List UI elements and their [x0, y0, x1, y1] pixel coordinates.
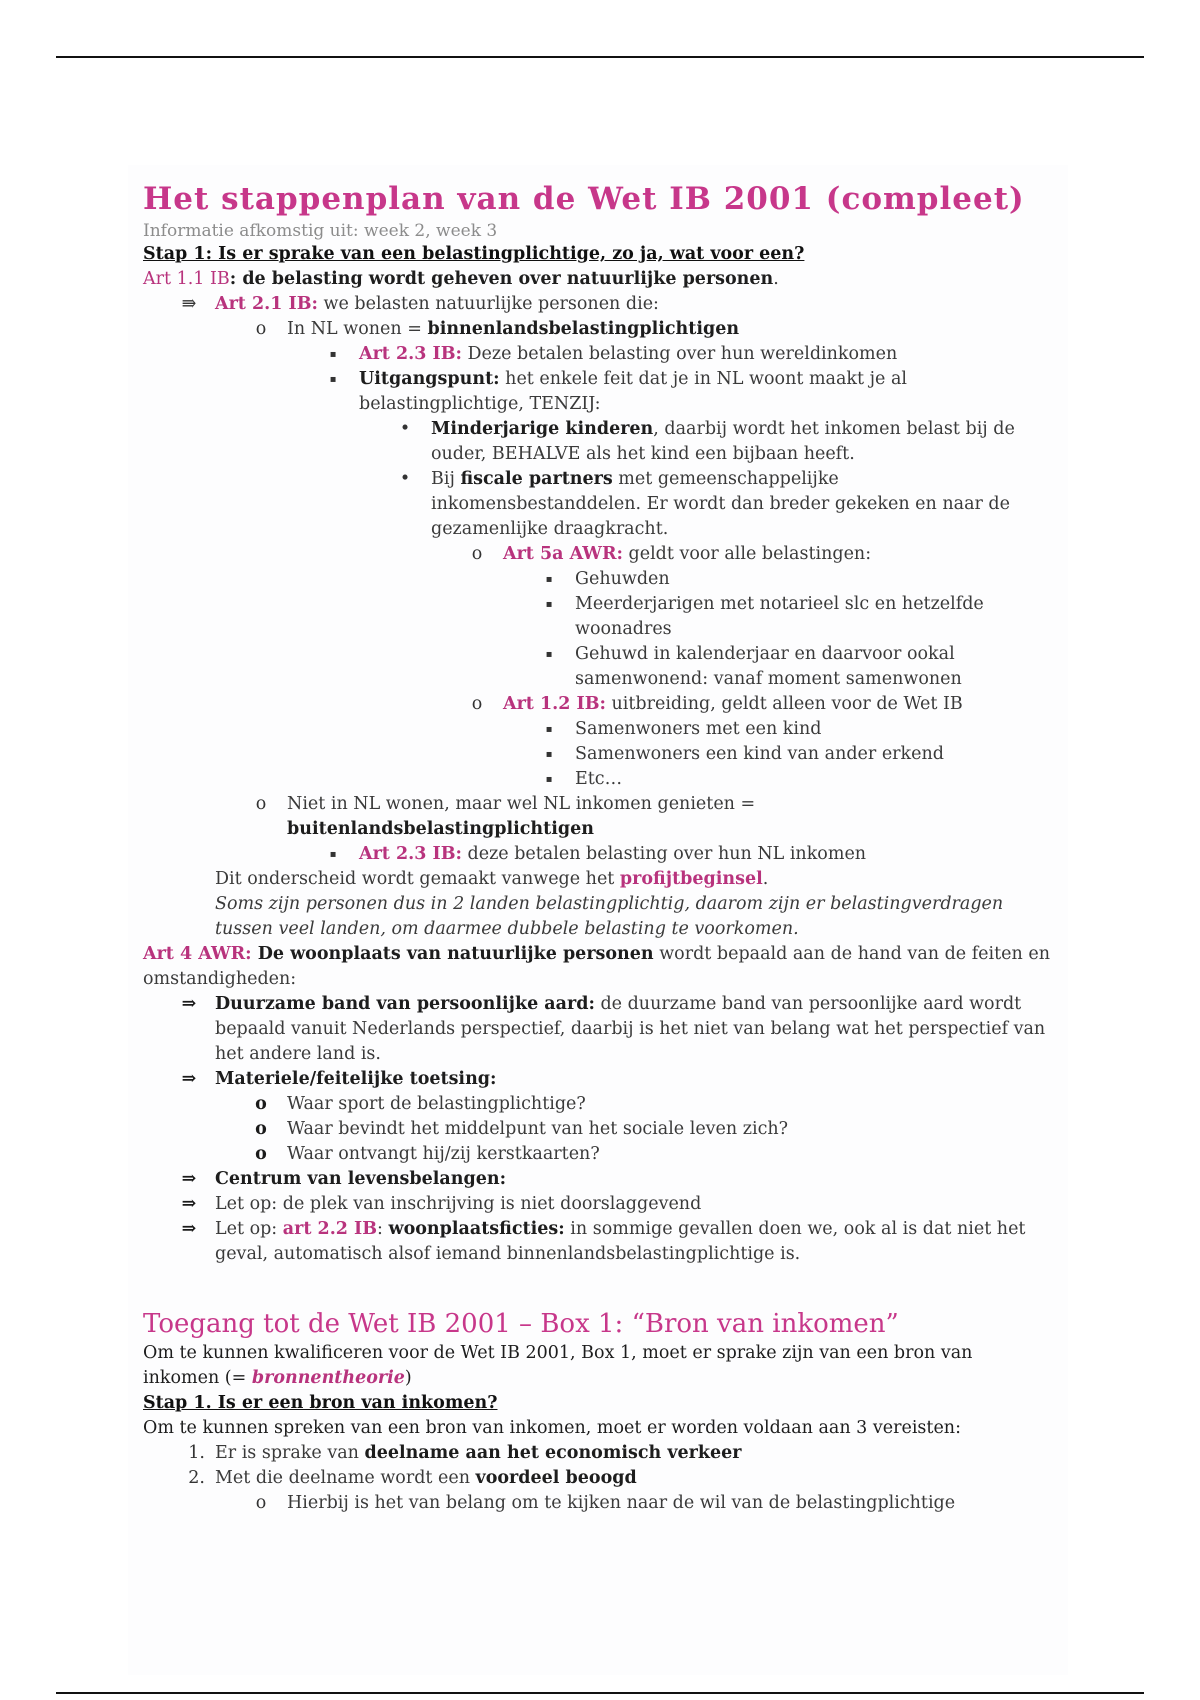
- item-bold: woonplaatsficties:: [388, 1219, 565, 1239]
- list-item-niet-nl: [143, 792, 1053, 842]
- box1-intro: [143, 1341, 1053, 1391]
- arrow-bullet-icon: ⇒: [181, 1069, 197, 1089]
- square-bullet-icon: ▪: [545, 649, 553, 660]
- item-text: Dit onderscheid wordt gemaakt vanwege het: [215, 869, 620, 889]
- article-ref: Art 1.2 IB:: [503, 694, 606, 714]
- square-bullet-icon: ▪: [545, 724, 553, 735]
- list-item-gehuwden: [143, 567, 1053, 592]
- article-ref: Art 5a AWR:: [503, 544, 623, 564]
- item-text: Niet in NL wonen, maar wel NL inkomen genieten =: [287, 794, 756, 814]
- section-heading: Toegang tot de Wet IB 2001 – Box 1: “Bron van inkomen”: [143, 1309, 899, 1339]
- item-text: Etc…: [575, 769, 623, 789]
- top-rule: [56, 56, 1144, 58]
- square-bullet-icon: ▪: [545, 774, 553, 785]
- list-item-samenwoners-kind: [143, 717, 1053, 742]
- article-ref: Art 4 AWR:: [143, 944, 252, 964]
- item-text: Met die deelname wordt een: [215, 1468, 476, 1488]
- dot-bullet-icon: •: [399, 419, 411, 439]
- belastingverdragen-note: Soms zijn personen dus in 2 landen belastingplichtig, daarom zijn er belastingverdragen tussen veel landen, om daarmee dubbele belasting te voorkomen.: [215, 894, 1004, 939]
- arrow-bullet-icon: ⇒: [181, 1194, 197, 1214]
- item-text: Om te kunnen kwalificeren voor de Wet IB 2001, Box 1, moet er sprake zijn van een bron van inkomen (=: [143, 1343, 973, 1388]
- article-text: wordt bepaald aan de hand van de feiten en omstandigheden:: [143, 944, 1050, 989]
- list-item-let-op-inschrijving: [143, 1192, 1053, 1217]
- item-bold: deelname aan het economisch verkeer: [364, 1443, 742, 1463]
- item-text: Let op:: [215, 1219, 283, 1239]
- list-item-kerstkaarten: [143, 1142, 1053, 1167]
- item-bold: Materiele/feitelijke toetsing:: [215, 1069, 497, 1089]
- list-item-centrum: [143, 1167, 1053, 1192]
- item-text: Waar bevindt het middelpunt van het sociale leven zich?: [287, 1119, 789, 1139]
- punct: ): [404, 1368, 412, 1388]
- list-item-fiscale-partners: [143, 467, 1053, 542]
- circle-bullet-icon: o: [255, 1119, 267, 1139]
- page-subtitle: Informatie afkomstig uit: week 2, week 3: [143, 221, 498, 241]
- article-ref: art 2.2 IB: [282, 1219, 378, 1239]
- article-ref: Art 2.3 IB:: [359, 344, 462, 364]
- profijtbeginsel-line: [143, 867, 1053, 892]
- circle-bullet-icon: o: [255, 1094, 267, 1114]
- list-item-minderjarig: [143, 417, 1053, 467]
- document-body: [143, 180, 1053, 1516]
- item-text: Let op: de plek van inschrijving is niet doorslaggevend: [215, 1194, 702, 1214]
- vereisten-intro: Om te kunnen spreken van een bron van inkomen, moet er worden voldaan aan 3 vereisten:: [143, 1418, 961, 1438]
- article-text: uitbreiding, geldt alleen voor de Wet IB: [605, 694, 963, 714]
- item-text: Gehuwd in kalenderjaar en daarvoor ookal samenwonend: vanaf moment samenwonen: [575, 644, 962, 689]
- list-item-nl: [143, 317, 1053, 342]
- item-text: de duurzame band van persoonlijke aard wordt bepaald vanuit Nederlands perspectief, daarbij is het niet van belang wat het perspectief van het andere land is.: [215, 994, 1046, 1064]
- list-item-materiele-toetsing: [143, 1067, 1053, 1092]
- article-text: : de belasting wordt geheven over natuurlijke personen: [229, 269, 774, 289]
- numbered-item-1: [143, 1441, 1053, 1466]
- list-item-let-op-woonplaatsficties: [143, 1217, 1053, 1267]
- list-item-middelpunt: [143, 1117, 1053, 1142]
- item-text: het enkele feit dat je in NL woont maakt je al belastingplichtige, TENZIJ:: [359, 369, 907, 414]
- art-1-1: [143, 267, 1053, 292]
- step-heading: Stap 1: Is er sprake van een belastingplichtige, zo ja, wat voor een?: [143, 244, 805, 264]
- circle-bullet-icon: o: [471, 694, 483, 714]
- punct: .: [762, 869, 769, 889]
- arrow-bullet-icon: ⇒: [181, 1219, 197, 1239]
- circle-bullet-icon: o: [255, 794, 267, 814]
- list-item-art-2-3: [143, 342, 1053, 367]
- square-bullet-icon: ▪: [329, 349, 337, 360]
- list-number: 1.: [188, 1443, 205, 1463]
- numbered-item-2: [143, 1466, 1053, 1491]
- list-item-wil: [143, 1491, 1053, 1516]
- item-bold: binnenlandsbelastingplichtigen: [427, 319, 740, 339]
- article-ref: Art 1.1 IB: [143, 269, 230, 289]
- square-bullet-icon: ▪: [545, 749, 553, 760]
- circle-bullet-icon: o: [255, 319, 267, 339]
- list-item-art-1-2: [143, 692, 1053, 717]
- article-ref: Art 2.1 IB:: [215, 294, 318, 314]
- list-item-art-5a: [143, 542, 1053, 567]
- item-bold: Centrum van levensbelangen:: [215, 1169, 507, 1189]
- item-bold: buitenlandsbelastingplichtigen: [287, 819, 594, 839]
- circle-bullet-icon: o: [255, 1144, 267, 1164]
- article-text: Deze betalen belasting over hun wereldinkomen: [461, 344, 898, 364]
- arrow-bullet-icon: ⇒: [181, 994, 197, 1014]
- item-text: Waar ontvangt hij/zij kerstkaarten?: [287, 1144, 600, 1164]
- list-item-gehuwd-kalenderjaar: [143, 642, 1053, 692]
- circle-bullet-icon: o: [471, 544, 483, 564]
- square-bullet-icon: ▪: [329, 849, 337, 860]
- art-4-awr: [143, 942, 1053, 992]
- step-heading: Stap 1. Is er een bron van inkomen?: [143, 1393, 498, 1413]
- arrow-bullet-icon: ⇛: [181, 294, 197, 314]
- item-text: Samenwoners een kind van ander erkend: [575, 744, 944, 764]
- list-item-uitgangspunt: [143, 367, 1053, 417]
- punct: :: [377, 1219, 389, 1239]
- term-bold: profijtbeginsel: [619, 869, 763, 889]
- square-bullet-icon: ▪: [329, 374, 337, 385]
- art-2-1: [143, 292, 1053, 317]
- item-text: , daarbij wordt het inkomen belast bij de ouder, BEHALVE als het kind een bijbaan heeft.: [431, 419, 1015, 464]
- list-item-meerderjarigen: [143, 592, 1053, 642]
- item-text: Waar sport de belastingplichtige?: [287, 1094, 586, 1114]
- item-bold: voordeel beoogd: [475, 1468, 637, 1488]
- article-bold: De woonplaats van natuurlijke personen: [251, 944, 654, 964]
- circle-bullet-icon: o: [255, 1493, 267, 1513]
- article-text: geldt voor alle belastingen:: [622, 544, 872, 564]
- list-item-samenwoners-erkend: [143, 742, 1053, 767]
- list-item-duurzame-band: [143, 992, 1053, 1067]
- item-text: met gemeenschappelijke inkomensbestanddelen. Er wordt dan breder gekeken en naar de gezamenlijke draagkracht.: [431, 469, 1010, 539]
- article-text: deze betalen belasting over hun NL inkomen: [461, 844, 867, 864]
- article-ref: Art 2.3 IB:: [359, 844, 462, 864]
- item-text: Meerderjarigen met notarieel slc en hetzelfde woonadres: [575, 594, 984, 639]
- list-item-art-2-3-nl: [143, 842, 1053, 867]
- term-bold-italic: bronnentheorie: [251, 1368, 405, 1388]
- list-item-etc: [143, 767, 1053, 792]
- item-text: In NL wonen =: [287, 319, 428, 339]
- square-bullet-icon: ▪: [545, 574, 553, 585]
- item-bold: Uitgangspunt:: [359, 369, 500, 389]
- list-number: 2.: [188, 1468, 205, 1488]
- item-bold: Minderjarige kinderen: [431, 419, 654, 439]
- item-text: Bij: [431, 469, 461, 489]
- dot-bullet-icon: •: [399, 469, 411, 489]
- item-text: Er is sprake van: [215, 1443, 365, 1463]
- item-text: Hierbij is het van belang om te kijken naar de wil van de belastingplichtige: [287, 1493, 956, 1513]
- item-text: Gehuwden: [575, 569, 670, 589]
- item-text: in sommige gevallen doen we, ook al is dat niet het geval, automatisch alsof iemand binnenlandsbelastingplichtige is.: [215, 1219, 1026, 1264]
- page-title: Het stappenplan van de Wet IB 2001 (compleet): [143, 181, 1025, 217]
- item-bold: fiscale partners: [460, 469, 613, 489]
- item-text: Samenwoners met een kind: [575, 719, 822, 739]
- arrow-bullet-icon: ⇒: [181, 1169, 197, 1189]
- list-item-sport: [143, 1092, 1053, 1117]
- item-bold: Duurzame band van persoonlijke aard:: [215, 994, 595, 1014]
- square-bullet-icon: ▪: [545, 599, 553, 610]
- article-text: we belasten natuurlijke personen die:: [317, 294, 659, 314]
- punct: .: [773, 269, 779, 289]
- bottom-rule: [56, 1692, 1144, 1694]
